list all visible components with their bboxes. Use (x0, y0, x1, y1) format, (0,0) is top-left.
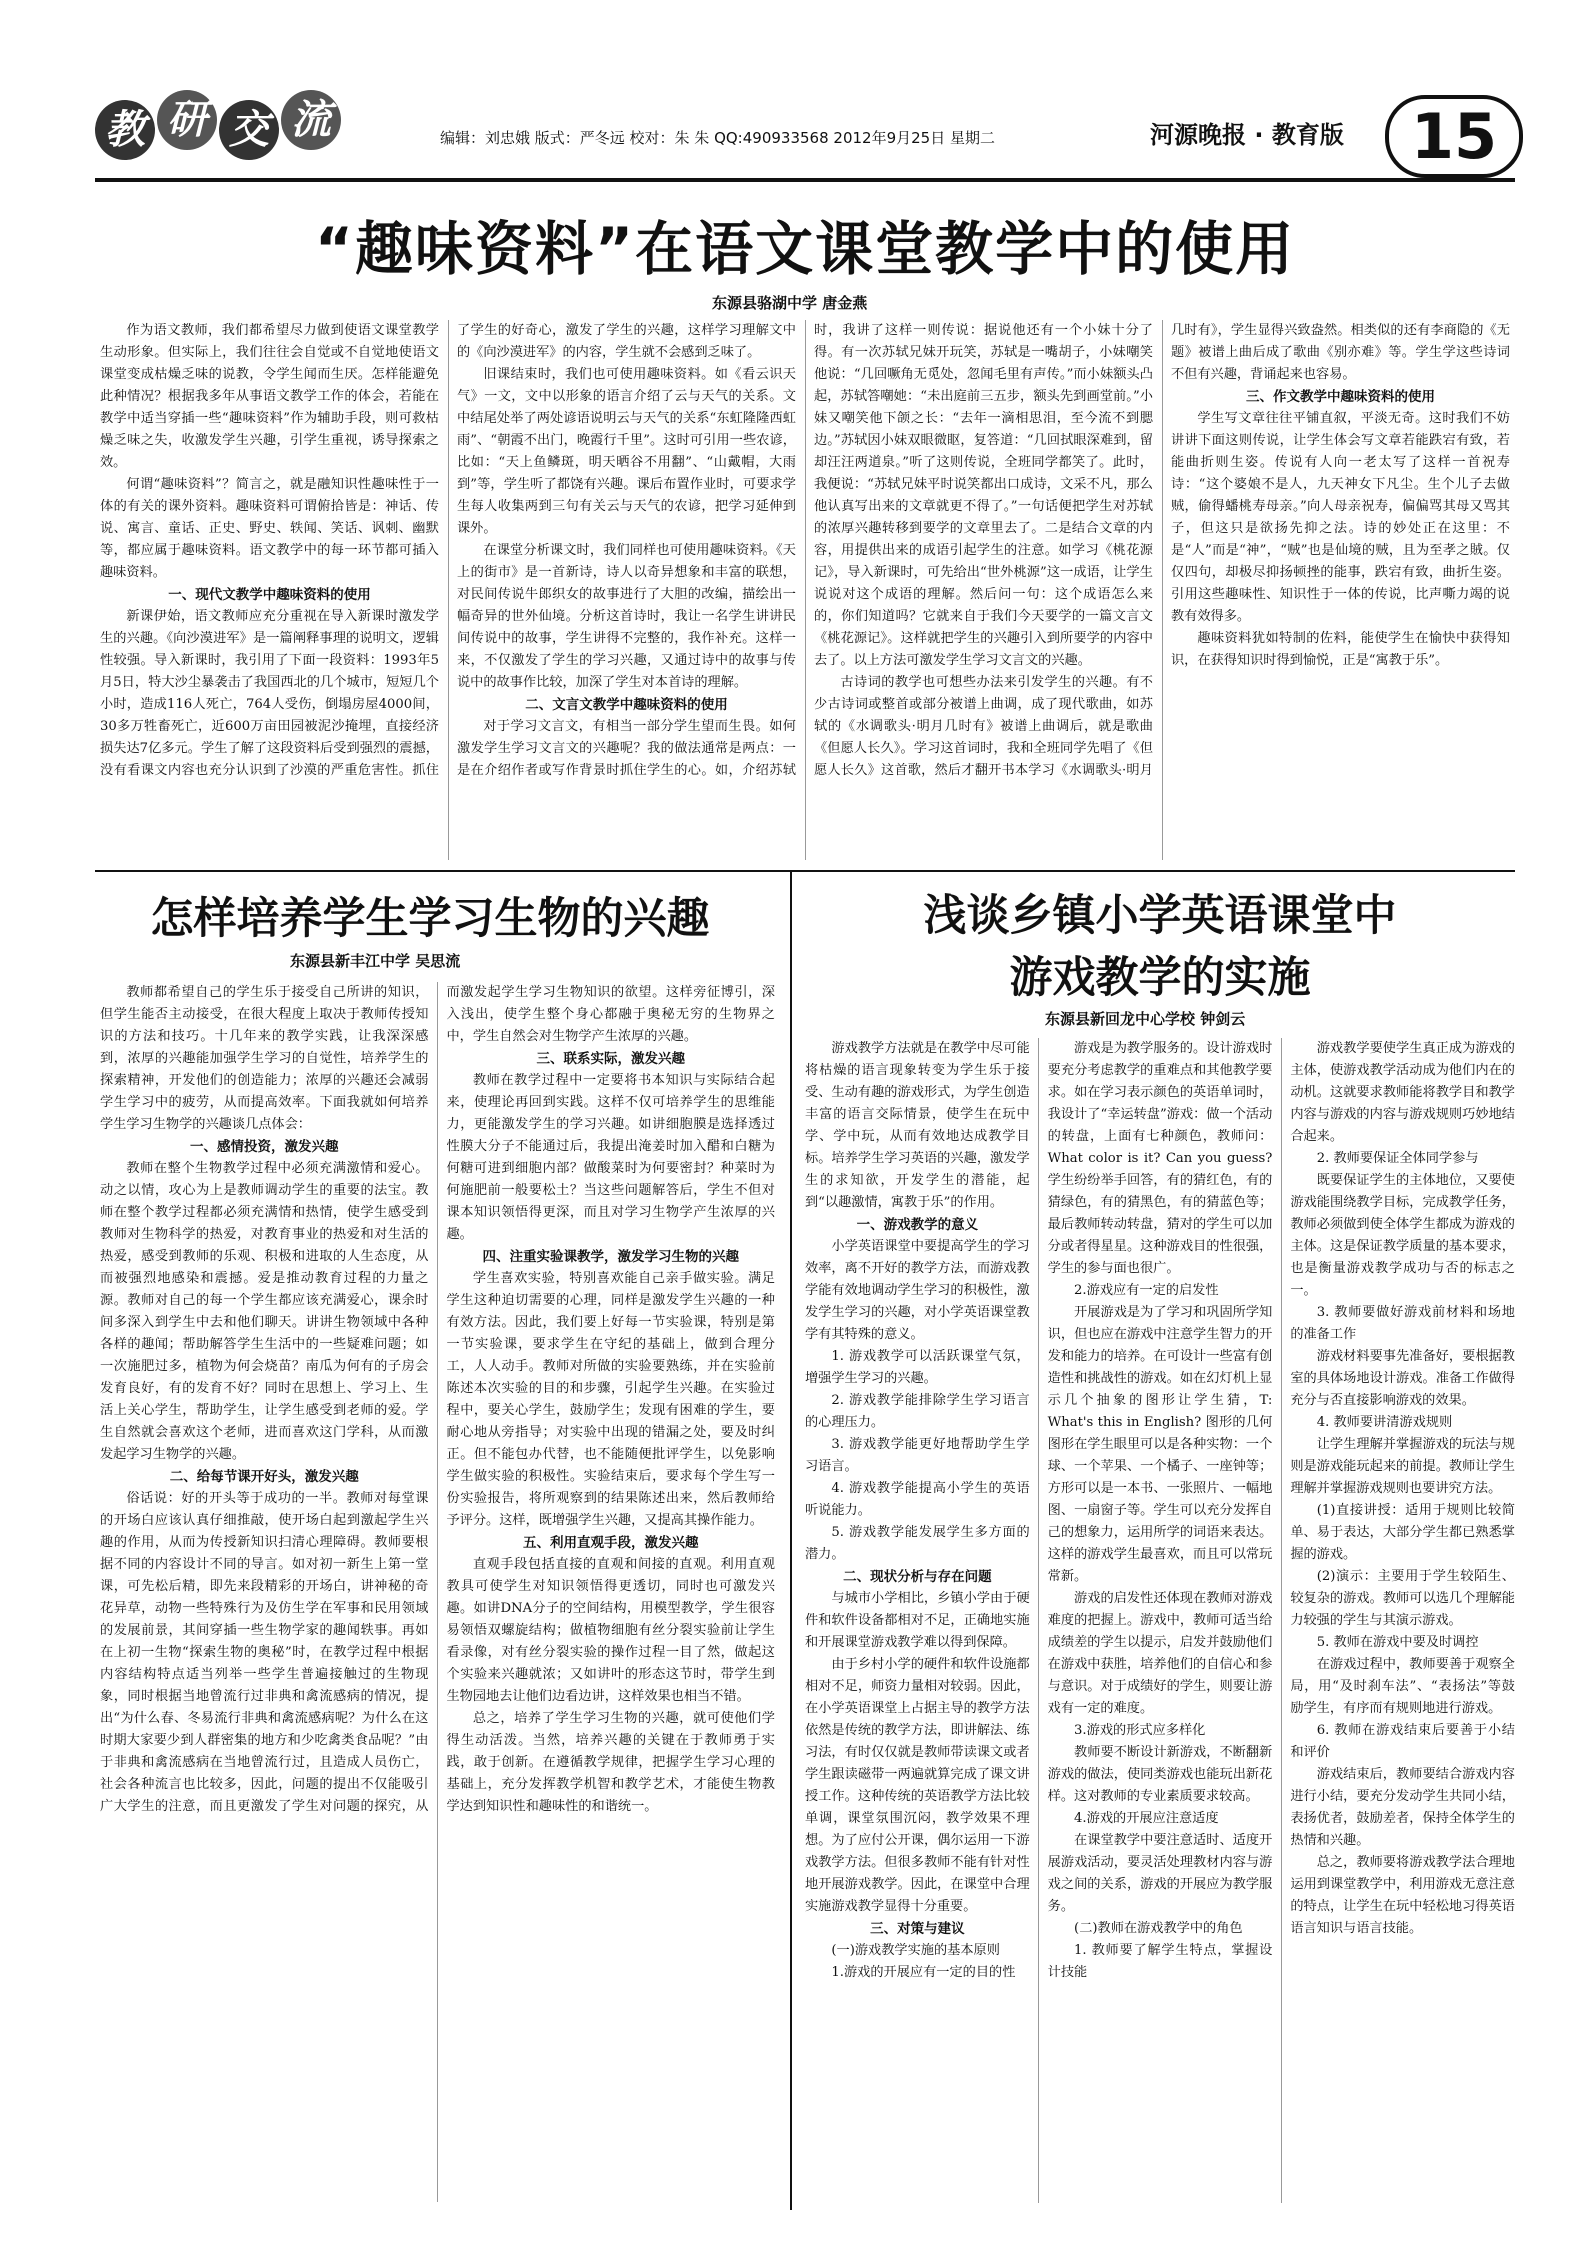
paragraph: 对于学习文言文，有相当一部分学生望而生畏。如何激发学生学习文言文的兴趣呢？我的做法通常是两点：一是在介绍作者或写作背景时抓住学生的心。如，介绍苏轼时，我讲了这样一则传说：据说他还有一个小妹十分了得。有一次苏轼兄妹开玩笑，苏轼是一嘴胡子，小妹嘲笑他说：“几回噘角无觅处，忽闻毛里有声传。”而小妹额头凸起，苏轼答嘲她：“未出庭前三五步，额头先到画堂前。”小妹又嘲笑他下颌之长：“去年一滴相思泪，至今流不到腮边。”苏轼因小妹双眼微眍，复答道：“几回拭眼深难到，留却汪汪两道泉。”听了这则传说，全班同学都笑了。此时，我便说：“苏轼兄妹平时说笑都出口成诗，文采不凡，那么他认真写出来的文章就更不得了。”一句话便把学生对苏轼的浓厚兴趣转移到要学的文章里去了。二是结合文章的内容，用提供出来的成语引起学生的注意。如学习《桃花源记》，导入新课时，可先给出“世外桃源”这一成语，让学生说说对这个成语的理解。然后问一句：这个成语怎么来的，你们知道吗？它就来自于我们今天要学的一篇文言文《桃花源记》。这样就把学生的兴趣引入到所要学的内容中去了。以上方法可激发学生学习文言文的兴趣。 (457, 323, 1153, 778)
paragraph: 何谓“趣味资料”？简言之，就是融知识性趣味性于一体的有关的课外资料。趣味资料可谓俯拾皆是：神话、传说、寓言、童话、正史、野史、轶闻、笑话、讽刺、幽默等，都应属于趣味资料。语文教学中的每一环节都可插入趣味资料。 (100, 477, 439, 580)
article-title: 怎样培养学生学习生物的兴趣 (150, 894, 710, 944)
paragraph: (一)游戏教学实施的基本原则 (831, 1943, 1000, 1958)
paragraph: 开展游戏是为了学习和巩固所学知识，但也应在游戏中注意学生智力的开发和能力的培养。在可设计一些富有创造性和挑战性的游戏。如在幻灯机上显示几个抽象的图形让学生猜，T: What's this in English? 图形的几何图形在学生眼里可以是各种实物：一个球、一个苹果、一个橘子、一座钟等；方形可以是一本书、一张照片、一幅地图、一扇窗子等。学生可以充分发挥自己的想象力，运用所学的词语来表达。这样的游戏学生最喜欢，而且可以常玩常新。 (1047, 1305, 1273, 1584)
paragraph: 1.游戏的开展应有一定的目的性 (831, 1965, 1016, 1980)
paragraph: 新课伊始，语文教师应充分重视在导入新课时激发学生的兴趣。《向沙漠进军》是一篇阐释事理的说明文，逻辑性较强。导入新课时，我引用了下面一段资料：1993年5月5日，特大沙尘暴袭击了我国西北的几个城市，短短几个小时，造成116人死亡，764人受伤，倒塌房屋4000间，30多万牲畜死亡，近600万亩田园被泥沙掩埋，直接经济损失达7亿多元。学生了解了这段资料后受到强烈的震撼，没有看课文内容也充分认识到了沙漠的严重危害性。抓住了学生的好奇心，激发了学生的兴趣，这样学习理解文中的《向沙漠进军》的内容，学生就不会感到乏味了。 (100, 323, 796, 778)
paragraph: 总之，教师要将游戏教学法合理地运用到课堂教学中，利用游戏无意注意的特点，让学生在玩中轻松地习得英语语言知识与语言技能。 (1290, 1855, 1515, 1936)
paragraph: 1. 教师要了解学生特点，掌握设计技能 (1047, 1943, 1273, 1980)
paragraph: 旧课结束时，我们也可使用趣味资料。如《看云识天气》一文，文中以形象的语言介绍了云与天气的关系。文中结尾处举了两处谚语说明云与天气的关系“东虹隆隆西虹雨”、“朝霞不出门，晚霞行千里”。这时可引用一些农谚，比如：“天上鱼鳞斑，明天晒谷不用翻”、“山戴帽，大雨到”等，学生听了都饶有兴趣。课后布置作业时，可要求学生每人收集两到三句有关云与天气的农谚，把学习延伸到课外。 (457, 367, 796, 536)
paragraph: 与城市小学相比，乡镇小学由于硬件和软件设备都相对不足，正确地实施和开展课堂游戏教学难以得到保障。 (805, 1591, 1030, 1650)
paragraph: 游戏是为教学服务的。设计游戏时要充分考虑教学的重难点和其他教学要求。如在学习表示颜色的英语单词时，我设计了“幸运转盘”游戏：做一个活动的转盘，上面有七种颜色，教师问：What color is it? Can you guess? 学生纷纷举手回答，有的猜红色，有的猜绿色，有的猜黑色，有的猜蓝色等；最后教师转动转盘，猜对的学生可以加分或者得星星。这种游戏目的性很强，学生的参与面也很广。 (1047, 1041, 1273, 1276)
paragraph: 总之，培养了学生学习生物的兴趣，就可使他们学得生动活泼。当然，培养兴趣的关键在于教师勇于实践，敢于创新。在遵循教学规律，把握学生学习心理的基础上，充分发挥教学机智和教学艺术，才能使生物教学达到知识性和趣味性的和谐统一。 (446, 1711, 775, 1814)
paragraph: 4. 教师要讲清游戏规则 (1316, 1415, 1453, 1430)
paragraph: 俗话说：好的开头等于成功的一半。教师对每堂课的开场白应该认真仔细推敲，使开场白起到激起学生兴趣的作用，从而为传授新知识扫清心理障碍。教师要根据不同的内容设计不同的导言。如对初一新生上第一堂课，可先松后精，即先来段精彩的开场白，讲神秘的奇花异草，动物一些特殊行为及仿生学在军事和民用领域的发展前景，其间穿插一些生物学家的趣闻轶事。再如在上初一生物“探索生物的奥秘”时，在教学过程中根据内容结构特点适当列举一些学生普遍接触过的生物现象，同时根据当地曾流行过非典和禽流感病的情况，提出“为什么春、冬易流行非典和禽流感病呢？为什么在这时期大家要少到人群密集的地方和少吃禽类食品呢？”由于非典和禽流感病在当地曾流行过，且造成人员伤亡，社会各种流言也比较多，因此，问题的提出不仅能吸引广大学生的注意，而且更激发了学生对问题的探究，从而激发起学生学习生物知识的欲望。这样旁征博引，深入浅出，使学生整个身心都融于奥秘无穷的生物界之中，学生自然会对生物学产生浓厚的兴趣。 (100, 985, 775, 1814)
paragraph: 3. 教师要做好游戏前材料和场地的准备工作 (1290, 1305, 1515, 1342)
section-char: 研 (157, 90, 217, 150)
header-divider (95, 178, 1515, 182)
paragraph: 直观手段包括直接的直观和间接的直观。利用直观教具可使学生对知识领悟得更透切，同时也可激发兴趣。如讲DNA分子的空间结构，用模型教学，学生很容易领悟双螺旋结构；做植物细胞有丝分裂实验前让学生看录像，对有丝分裂实验的操作过程一目了然，做起这个实验来兴趣就浓；又如讲叶的形态这节时，带学生到生物园地去让他们边看边讲，这样效果也相当不错。 (446, 1557, 775, 1704)
paragraph: 2.游戏应有一定的启发性 (1074, 1283, 1219, 1298)
section-divider (95, 870, 1515, 872)
page-header (95, 95, 1515, 175)
paragraph: 3. 游戏教学能更好地帮助学生学习语言。 (805, 1437, 1030, 1474)
masthead: 河源晚报 · 教育版 (1150, 121, 1344, 149)
section-heading: 二、现状分析与存在问题 (843, 1569, 992, 1585)
paragraph: 既要保证学生的主体地位，又要使游戏能围绕教学目标，完成教学任务，教师必须做到使全体学生都成为游戏的主体。这是保证教学质量的基本要求，也是衡量游戏教学成功与否的标志之一。 (1290, 1173, 1515, 1298)
paragraph: 让学生理解并掌握游戏的玩法与规则是游戏能玩起来的前提。教师让学生理解并掌握游戏规则也要讲究方法。 (1290, 1437, 1515, 1496)
paragraph: 游戏教学要使学生真正成为游戏的主体，使游戏教学活动成为他们内在的动机。这就要求教师能将教学目和教学内容与游戏的内容与游戏规则巧妙地结合起来。 (1290, 1041, 1515, 1144)
paragraph: 教师在教学过程中一定要将书本知识与实际结合起来，使理论再回到实践。这样不仅可培养学生的思维能力，更能激发学生的学习兴趣。如讲细胞膜是选择透过性膜大分子不能通过后，我提出淹姜时加入醋和白糖为何糖可进到细胞内部？做酸菜时为何要密封？种菜时为何施肥前一般要松土？当这些问题解答后，学生不但对课本知识领悟得更深，而且对学习生物学产生浓厚的兴趣。 (446, 1073, 775, 1242)
article-title (805, 885, 1515, 1009)
section-heading: 一、现代文教学中趣味资料的使用 (168, 587, 371, 603)
section-char: 流 (281, 90, 341, 150)
paragraph: (二)教师在游戏教学中的角色 (1074, 1921, 1243, 1936)
paragraph: 学生写文章往往平铺直叙，平淡无奇。这时我们不妨讲讲下面这则传说，让学生体会写文章若能跌宕有致，若能曲折则生姿。传说有人向一老太写了这样一首祝寿诗：“这个婆娘不是人，九天神女下凡尘。生个儿子去做贼，偷得蟠桃寿母亲。”向人母亲祝寿，偏偏骂其母又骂其子，但这只是欲扬先抑之法。诗的妙处正在这里：不是“人”而是“神”，“贼”也是仙境的贼，且为至孝之賊。仅仅四句，却极尽抑扬顿挫的能事，跌宕有致，曲折生姿。引用这些趣味性、知识性于一体的传说，比声嘶力竭的说教有效得多。 (1171, 411, 1510, 624)
paragraph: 2. 游戏教学能排除学生学习语言的心理压力。 (805, 1393, 1030, 1430)
section-heading: 二、给每节课开好头，激发兴趣 (169, 1469, 359, 1485)
article-byline: 东源县骆湖中学 唐金燕 (712, 294, 868, 312)
paragraph: 学生喜欢实验，特别喜欢能自己亲手做实验。满足学生这种迫切需要的心理，同样是激发学生兴趣的一种有效方法。因此，我们要上好每一节实验课，特别是第一节实验课，要求学生在守纪的基础上，做到合理分工，人人动手。教师对所做的实验要熟练，并在实验前陈述本次实验的目的和步骤，引起学生兴趣。在实验过程中，要关心学生，鼓励学生；发现有困难的学生，要耐心地从旁指导；对实验中出现的错漏之处，要及时纠正。但不能包办代替，也不能随便批评学生，以免影响学生做实验的积极性。实验结束后，要求每个学生写一份实验报告，将所观察到的结果陈述出来，然后教师给予评分。这样，既增强学生兴趣，又提高其操作能力。 (446, 1271, 775, 1528)
paragraph: 2. 教师要保证全体同学参与 (1316, 1151, 1479, 1166)
page-number: 15 (1385, 95, 1523, 178)
paragraph: 在游戏过程中，教师要善于观察全局，用“及时刹车法”、“表扬法”等鼓励学生，有序而有规则地进行游戏。 (1290, 1657, 1515, 1716)
editor-info: 编辑：刘忠娥 版式：严冬远 校对：朱 朱 QQ:490933568 2012年9月25日 星期二 (440, 129, 995, 147)
article-body (100, 982, 775, 2202)
paragraph: 游戏结束后，教师要结合游戏内容进行小结，要充分发动学生共同小结，表扬优者，鼓励差者，保持全体学生的热情和兴趣。 (1290, 1767, 1515, 1848)
article-byline: 东源县新回龙中心学校 钟剑云 (1045, 1010, 1246, 1028)
paragraph: 游戏材料要事先准备好，要根据教室的具体场地设计游戏。准备工作做得充分与否直接影响游戏的效果。 (1290, 1349, 1515, 1408)
paragraph: 小学英语课堂中要提高学生的学习效率，离不开好的教学方法，而游戏教学能有效地调动学生学习的积极性，激发学生学习的兴趣，对小学英语课堂教学有其特殊的意义。 (805, 1239, 1030, 1342)
article-title: “趣味资料”在语文课堂教学中的使用 (314, 215, 1296, 283)
paragraph: 5. 游戏教学能发展学生多方面的潜力。 (805, 1525, 1030, 1562)
paragraph: 在课堂教学中要注意适时、适度开展游戏活动，要灵活处理教材内容与游戏之间的关系，游戏的开展应为教学服务。 (1047, 1833, 1273, 1914)
column-divider (790, 870, 792, 2210)
section-heading: 一、感情投资，激发兴趣 (190, 1139, 339, 1155)
paragraph: 5. 教师在游戏中要及时调控 (1316, 1635, 1479, 1650)
paragraph: 趣味资料犹如特制的佐料，能使学生在愉快中获得知识，在获得知识时得到愉悦，正是“寓教于乐”。 (1171, 631, 1510, 668)
section-heading: 一、游戏教学的意义 (856, 1217, 979, 1233)
paragraph: 6. 教师在游戏结束后要善于小结和评价 (1290, 1723, 1515, 1760)
section-heading: 五、利用直观手段，激发兴趣 (523, 1535, 699, 1551)
article-body (805, 1038, 1515, 2203)
paragraph: 作为语文教师，我们都希望尽力做到使语文课堂教学生动形象。但实际上，我们往往会自觉或不自觉地使语文课堂变成枯燥乏味的说教，令学生闻而生厌。怎样能避免此种情况？根据我多年从事语文教学工作的体会，若能在教学中适当穿插一些“趣味资料”作为辅助手段，则可救枯燥乏味之失，收激发学生兴趣，引学生重视，诱导探索之效。 (100, 323, 439, 470)
title-line: 游戏教学的实施 (1009, 953, 1311, 1003)
section-heading: 三、作文教学中趣味资料的使用 (1246, 389, 1435, 405)
article-body (100, 320, 1510, 860)
paragraph: 教师要不断设计新游戏，不断翻新游戏的做法，使同类游戏也能玩出新花样。这对教师的专业素质要求较高。 (1047, 1745, 1273, 1804)
section-char: 教 (95, 100, 155, 160)
paragraph: 教师都希望自己的学生乐于接受自己所讲的知识，但学生能否主动接受，在很大程度上取决于教师传授知识的方法和技巧。十几年来的教学实践，让我深深感到，浓厚的兴趣能加强学生学习的自觉性，培养学生的探索精神，开发他们的创造能力；浓厚的兴趣还会减弱学生学习中的疲劳，从而提高效率。下面我就如何培养学生学习生物学的兴趣谈几点体会： (100, 985, 429, 1132)
paragraph: 4.游戏的开展应注意适度 (1074, 1811, 1219, 1826)
paragraph: 3.游戏的形式应多样化 (1074, 1723, 1206, 1738)
paragraph: 由于乡村小学的硬件和软件设施都相对不足，师资力量相对较弱。因此，在小学英语课堂上占据主导的教学方法依然是传统的教学方法，即讲解法、练习法，有时仅仅就是教师带读课文或者学生跟读磁带一两遍就算完成了课文讲授工作。这种传统的英语教学方法比较单调，课堂氛围沉闷，教学效果不理想。为了应付公开课，偶尔运用一下游戏教学方法。但很多教师不能有针对性地开展游戏教学。因此，在课堂中合理实施游戏教学显得十分重要。 (805, 1657, 1030, 1914)
article-byline: 东源县新丰江中学 吴思流 (290, 952, 461, 970)
paragraph: (1)直接讲授：适用于规则比较简单、易于表达，大部分学生都已熟悉掌握的游戏。 (1290, 1503, 1515, 1562)
section-heading: 四、注重实验课教学，激发学习生物的兴趣 (482, 1249, 739, 1265)
section-heading: 三、联系实际，激发兴趣 (536, 1051, 685, 1067)
section-logo (95, 97, 341, 160)
paragraph: 游戏的启发性还体现在教师对游戏难度的把握上。游戏中，教师可适当给成绩差的学生以提示，启发并鼓励他们在游戏中获胜，培养他们的自信心和参与意识。对于成绩好的学生，则要让游戏有一定的难度。 (1047, 1591, 1273, 1716)
section-heading: 二、文言文教学中趣味资料的使用 (525, 697, 728, 713)
title-line: 浅谈乡镇小学英语课堂中 (923, 891, 1397, 941)
paragraph: 教师在整个生物教学过程中必须充满激情和爱心。动之以情，攻心为上是教师调动学生的重要的法宝。教师在整个教学过程都必须充满情和热情，使学生感受到教师对生物科学的热爱，对教育事业的热爱和对生活的热爱，感受到教师的乐观、积极和进取的人生态度，从而被强烈地感染和震撼。爱是推动教育过程的力量之源。教师对自己的每一个学生都应该充满爱心，课余时间多深入到学生中去和他们聊天。讲讲生物领域中各种各样的趣闻；帮助解答学生生活中的一些疑难问题；如一次施肥过多，植物为何会烧苗？南瓜为何有的子房会发育良好，有的发育不好？同时在思想上、学习上、生活上关心学生，帮助学生，让学生感受到老师的爱。学生自然就会喜欢这个老师，进而喜欢这门学科，从而激发起学习生物学的兴趣。 (100, 1161, 429, 1462)
paragraph: (2)演示：主要用于学生较陌生、较复杂的游戏。教师可以选几个理解能力较强的学生与其演示游戏。 (1290, 1569, 1515, 1628)
section-heading: 三、对策与建议 (870, 1921, 965, 1937)
paragraph: 在课堂分析课文时，我们同样也可使用趣味资料。《天上的街市》是一首新诗，诗人以奇异想象和丰富的联想，对民间传说牛郎织女的故事进行了大胆的改编，描绘出一幅奇异的世外仙境。分析这首诗时，我让一名学生讲讲民间传说中的故事，学生讲得不完整的，我作补充。这样一来，不仅激发了学生的学习兴趣，又通过诗中的故事与传说中的故事作比较，加深了学生对本首诗的理解。 (457, 543, 796, 690)
paragraph: 游戏教学方法就是在教学中尽可能将枯燥的语言现象转变为学生乐于接受、生动有趣的游戏形式，为学生创造丰富的语言交际情景，使学生在玩中学、学中玩，从而有效地达成教学目标。培养学生学习英语的兴趣，激发学生的求知欲，开发学生的潜能，起到“以趣激情，寓教于乐”的作用。 (805, 1041, 1030, 1210)
section-char: 交 (219, 100, 279, 160)
paragraph: 1. 游戏教学可以活跃课堂气氛，增强学生学习的兴趣。 (805, 1349, 1030, 1386)
paragraph: 古诗词的教学也可想些办法来引发学生的兴趣。有不少古诗词或整首或部分被谱上曲调，成了现代歌曲，如苏轼的《水调歌头·明月几时有》被谱上曲调后，就是歌曲《但愿人长久》。学习这首词时，我和全班同学先唱了《但愿人长久》这首歌，然后才翻开书本学习《水调歌头·明月几时有》，学生显得兴致盎然。相类似的还有李商隐的《无题》被谱上曲后成了歌曲《别亦难》等。学生学这些诗词不但有兴趣，背诵起来也容易。 (814, 323, 1510, 778)
paragraph: 4. 游戏教学能提高小学生的英语听说能力。 (805, 1481, 1030, 1518)
